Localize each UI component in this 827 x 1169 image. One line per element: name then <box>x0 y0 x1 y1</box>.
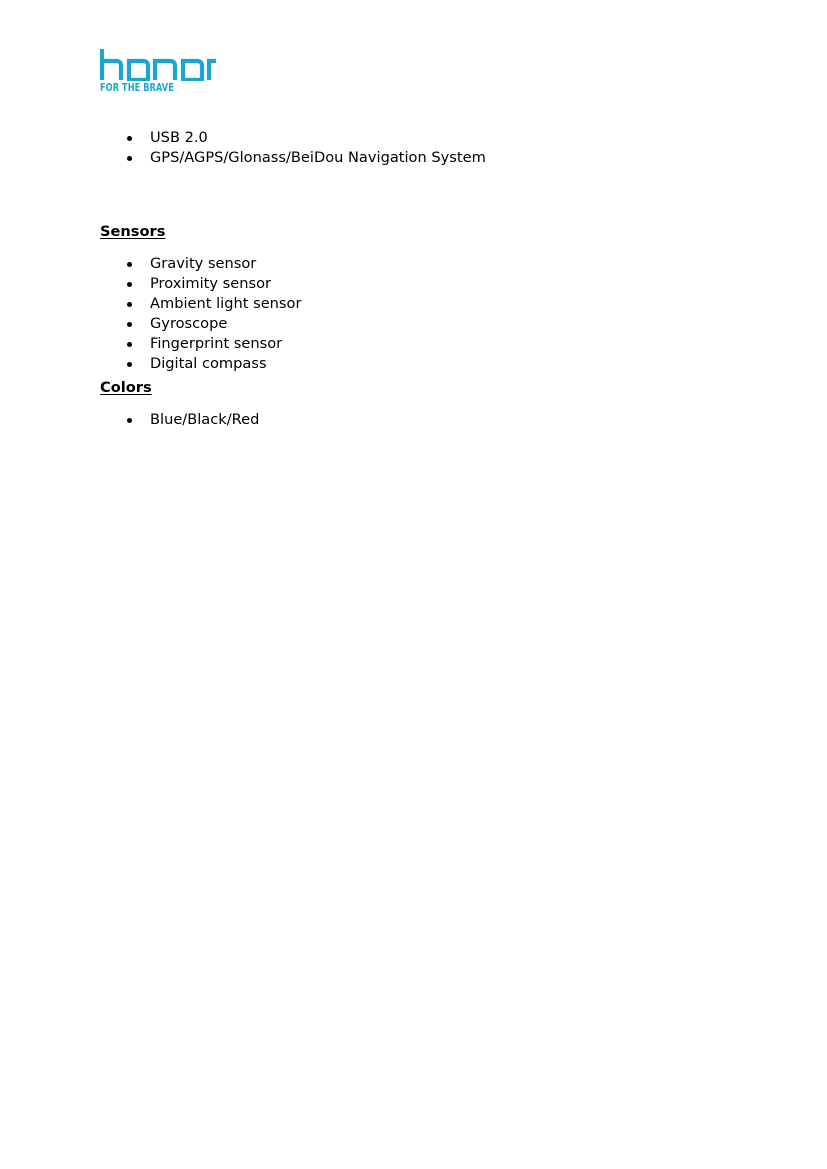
spec-content <box>100 128 740 430</box>
list-item: Fingerprint sensor <box>100 334 740 354</box>
list-item: Blue/Black/Red <box>100 410 740 430</box>
bullet-icon <box>127 262 132 267</box>
list-item: Gyroscope <box>100 314 740 334</box>
honor-wordmark <box>99 47 219 81</box>
bullet-icon <box>127 322 132 327</box>
bullet-icon <box>127 156 132 161</box>
brand-tagline: FOR THE BRAVE <box>100 82 174 94</box>
colors-list <box>100 410 740 430</box>
bullet-icon <box>127 418 132 423</box>
list-item: GPS/AGPS/Glonass/BeiDou Navigation System <box>100 148 740 168</box>
list-item: Digital compass <box>100 354 740 374</box>
bullet-icon <box>127 282 132 287</box>
list-item: USB 2.0 <box>100 128 740 148</box>
connectivity-list <box>100 128 740 168</box>
list-item: Proximity sensor <box>100 274 740 294</box>
bullet-icon <box>127 136 132 141</box>
bullet-icon <box>127 302 132 307</box>
sensors-list <box>100 254 740 374</box>
list-item: Gravity sensor <box>100 254 740 274</box>
bullet-icon <box>127 362 132 367</box>
bullet-icon <box>127 342 132 347</box>
list-item: Ambient light sensor <box>100 294 740 314</box>
colors-heading: Colors <box>100 379 152 396</box>
sensors-heading: Sensors <box>100 223 166 240</box>
